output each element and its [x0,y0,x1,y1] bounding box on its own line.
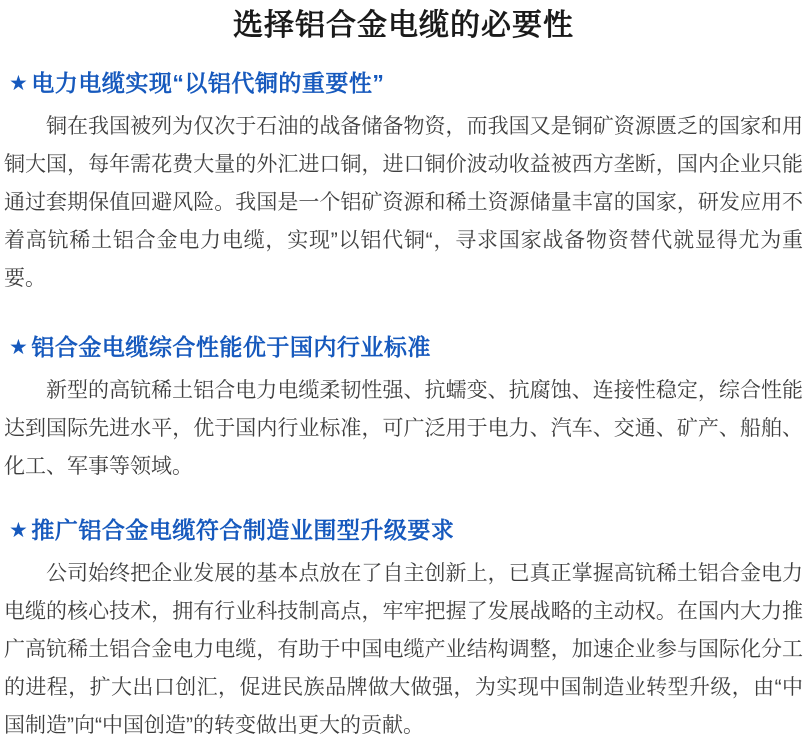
section-heading-text: 电力电缆实现“以铝代铜的重要性” [31,70,385,96]
section-heading [9,68,803,100]
section-copper-replacement [4,68,803,298]
star-icon: ★ [9,336,29,359]
section-heading [9,515,803,547]
section-paragraph: 铜在我国被列为仅次于石油的战备储备物资，而我国又是铜矿资源匮乏的国家和用铜大国，每年需花费大量的外汇进口铜，进口铜价波动收益被西方垄断，国内企业只能通过套期保值回避风险。我国是一个铝矿资源和稀土资源储量丰富的国家，研发应用不着高钪稀土铝合金电力电缆，实现”以铝代铜“，寻求国家战备物资替代就显得尤为重要。 [4,115,803,290]
section-paragraph: 公司始终把企业发展的基本点放在了自主创新上，已真正掌握高钪稀土铝合金电力电缆的核心技术，拥有行业科技制高点，牢牢把握了发展战略的主动权。在国内大力推广高钪稀土铝合金电力电缆，有助于中国电缆产业结构调整，加速企业参与国际化分工的进程，扩大出口创汇，促进民族品牌做大做强，为实现中国制造业转型升级，由“中国制造”向“中国创造”的转变做出更大的贡献。 [4,562,803,737]
section-performance [4,332,803,486]
page-title: 选择铝合金电缆的必要性 [233,9,574,42]
section-heading-text: 推广铝合金电缆符合制造业围型升级要求 [31,517,455,543]
section-heading [9,332,803,364]
star-icon: ★ [9,72,29,95]
star-icon: ★ [9,519,29,542]
section-manufacturing-upgrade [4,515,803,745]
section-heading-text: 铝合金电缆综合性能优于国内行业标准 [31,334,431,360]
section-paragraph: 新型的高钪稀土铝合电力电缆柔韧性强、抗蠕变、抗腐蚀、连接性稳定，综合性能达到国际先进水平，优于国内行业标准，可广泛用于电力、汽车、交通、矿产、船舶、化工、军事等领域。 [4,379,803,478]
